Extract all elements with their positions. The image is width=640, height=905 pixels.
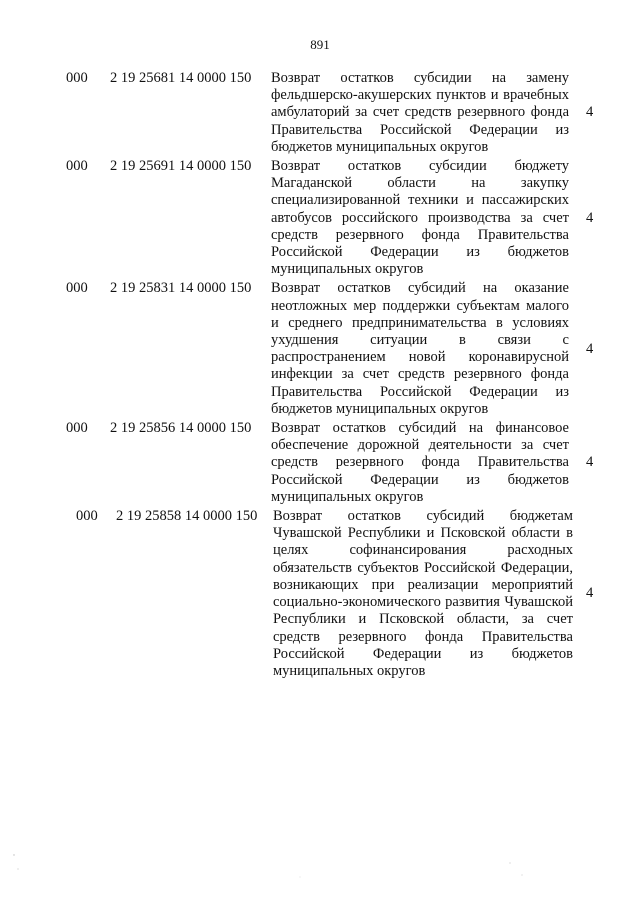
norm-value: 4	[586, 585, 594, 602]
budget-classification-code: 2 19 25831 14 0000 150	[110, 280, 252, 297]
budget-classification-code: 2 19 25858 14 0000 150	[116, 508, 258, 525]
row-description: Возврат остатков субсидии бюджету Магаданской области на закупку специализированной техники и пассажирских автобусов российского производства за счет средств резервного фонда Правительства Российской Федерации из бюджетов муниципальных округов	[271, 158, 569, 278]
row-description: Возврат остатков субсидии на замену фельдшерско-акушерских пунктов и врачебных амбулаторий за счет средств резервного фонда Правительства Российской Федерации из бюджетов муниципальных округов	[271, 70, 569, 155]
budget-codes-table	[0, 70, 640, 680]
norm-value: 4	[586, 209, 594, 226]
budget-classification-code: 2 19 25856 14 0000 150	[110, 420, 252, 437]
row-description: Возврат остатков субсидий бюджетам Чувашской Республики и Псковской области в целях софинансирования расходных обязательств субъектов Российской Федерации, возникающих при реализации мероприятий социально-экономического развития Чувашской Республики и Псковской области, за счет средств резервного фонда Правительства Российской Федерации из бюджетов муниципальных округов	[273, 508, 573, 679]
table-row	[0, 70, 640, 156]
row-description: Возврат остатков субсидий на оказание неотложных мер поддержки субъектам малого и среднего предпринимательства в условиях ухудшения ситуации в связи с распространением новой коронавирусной инфекции за счет средств резервного фонда Правительства Российской Федерации из бюджетов муниципальных округов	[271, 280, 569, 417]
table-row	[0, 158, 640, 278]
admin-code: 000	[76, 508, 98, 525]
budget-classification-code: 2 19 25681 14 0000 150	[110, 70, 252, 86]
scan-noise	[0, 825, 640, 885]
row-description: Возврат остатков субсидий на финансовое обеспечение дорожной деятельности за счет средств резервного фонда Правительства Российской Федерации из бюджетов муниципальных округов	[271, 420, 569, 505]
admin-code: 000	[66, 70, 88, 86]
budget-classification-code: 2 19 25691 14 0000 150	[110, 158, 252, 175]
norm-value: 4	[586, 340, 594, 357]
table-row	[0, 420, 640, 506]
admin-code: 000	[66, 420, 88, 437]
norm-value: 4	[586, 454, 594, 471]
page-number: 891	[310, 37, 330, 52]
admin-code: 000	[66, 280, 88, 297]
admin-code: 000	[66, 158, 88, 175]
table-row	[0, 280, 640, 418]
norm-value: 4	[586, 104, 594, 121]
table-row	[0, 508, 640, 680]
